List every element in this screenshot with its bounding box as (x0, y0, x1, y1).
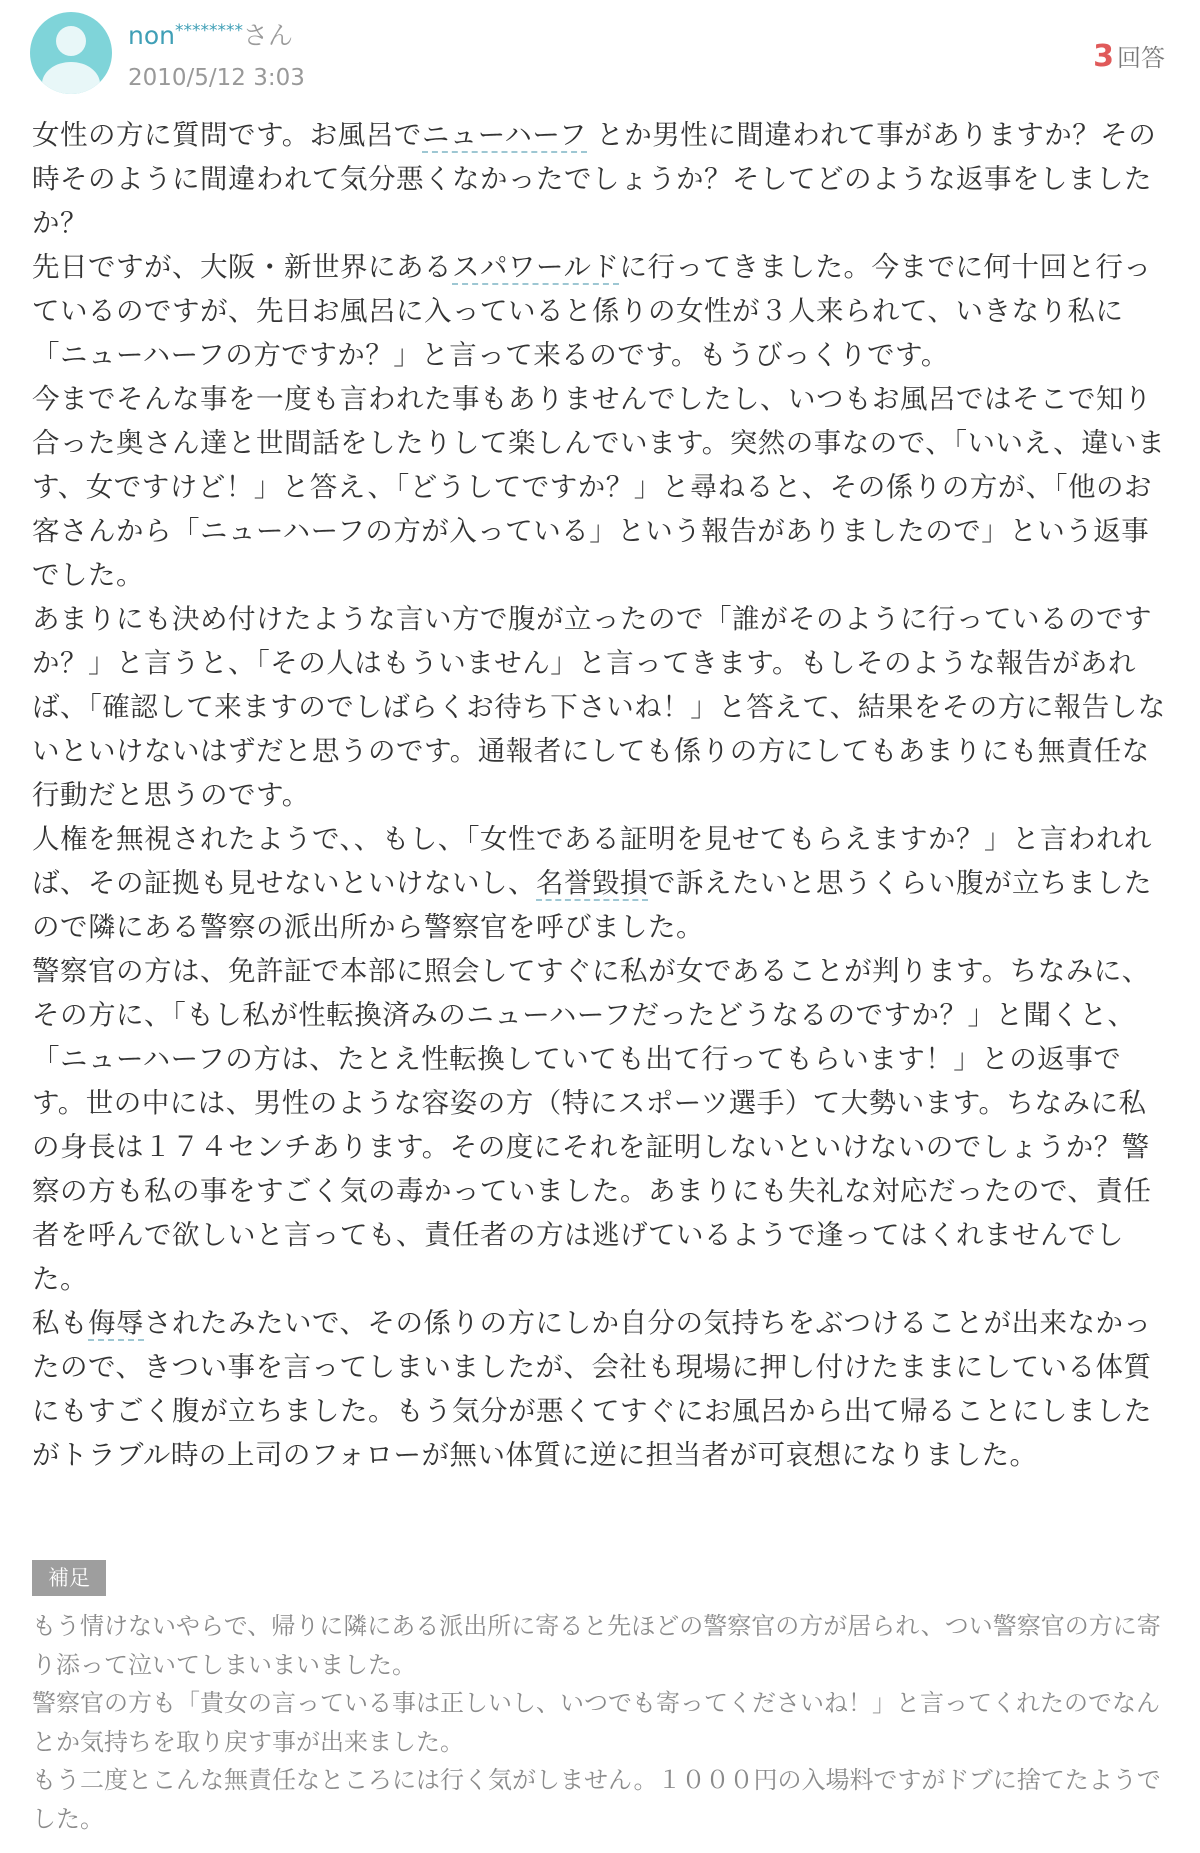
keyword-link-defamation[interactable]: 名誉毀損 (536, 867, 648, 899)
keyword-link-insult[interactable]: 侮辱 (88, 1307, 144, 1339)
body-text: 私も (32, 1307, 88, 1339)
post-date: 2010/5/12 3:03 (128, 65, 305, 91)
body-text: 人権を無視されたようで、、もし、「女性である証明を見せてもらえますか？」と言われれば、その証拠も見せないといけないし、 (32, 823, 1152, 899)
body-paragraph (32, 1301, 1172, 1477)
body-paragraph: 今までそんな事を一度も言われた事もありませんでしたし、いつもお風呂ではそこで知り合った奥さん達と世間話をしたりして楽しんでいます。突然の事なので、「いいえ、違います、女ですけど！」と答え、「どうしてですか？」と尋ねると、その係りの方が、「他のお客さんから「ニューハーフの方が入っている」という報告がありましたので」という返事でした。 (32, 383, 1166, 591)
supplement-paragraph: もう二度とこんな無責任なところには行く気がしません。１０００円の入場料ですがドブに捨てたようでした。 (32, 1766, 1161, 1833)
supplement-body (32, 1607, 1172, 1838)
answer-count[interactable] (1093, 38, 1165, 74)
question-body (32, 113, 1172, 1477)
keyword-link-newhalf[interactable]: ニューハーフ (421, 119, 588, 151)
supplement-paragraph: もう情けないやらで、帰りに隣にある派出所に寄ると先ほどの警察官の方が居られ、つい警察官の方に寄り添って泣いてしまいまいました。 (32, 1612, 1161, 1679)
body-text: 女性の方に質問です。お風呂で (32, 119, 422, 151)
keyword-link-spaworld[interactable]: スパワールド (452, 251, 620, 283)
avatar-head-shape (56, 26, 86, 56)
body-text: とか男性に間違われて事がありますか？その時そのように間違われて気分悪くなかったでしょうか？そしてどのような返事をしましたか？ (32, 119, 1157, 239)
user-name[interactable] (128, 20, 293, 55)
user-name-mask: ******** (175, 21, 243, 41)
body-text: されたみたいで、その係りの方にしか自分の気持ちをぶつけることが出来なかったので、きつい事を言ってしまいましたが、会社も現場に押し付けたままにしている体質にもすごく腹が立ちました。もう気分が悪くてすぐにお風呂から出て帰ることにしましたがトラブル時の上司のフォローが無い体質に逆に担当者が可哀想になりました。 (32, 1307, 1152, 1471)
question-header (0, 0, 1200, 100)
answer-count-number: 3 (1093, 39, 1114, 74)
body-paragraph (32, 245, 1172, 377)
supplement-paragraph: 警察官の方も「貴女の言っている事は正しいし、いつでも寄ってくださいね！」と言ってくれたのでなんとか気持ちを取り戻す事が出来ました。 (32, 1689, 1160, 1756)
avatar-shoulders-shape (42, 62, 100, 94)
answer-count-label: 回答 (1117, 44, 1165, 72)
avatar[interactable] (30, 12, 112, 94)
supplement-badge: 補足 (32, 1560, 106, 1596)
body-paragraph (32, 817, 1172, 949)
body-paragraph (32, 113, 1172, 245)
body-text: で訴えたいと思うくらい腹が立ちましたので隣にある警察の派出所から警察官を呼びました。 (32, 867, 1152, 943)
user-honorific: さん (243, 21, 294, 50)
body-paragraph: あまりにも決め付けたような言い方で腹が立ったので「誰がそのように行っているのですか？」と言うと、「その人はもういません」と言ってきます。もしそのような報告があれば、「確認して来ますのでしばらくお待ち下さいね！」と答えて、結果をその方に報告しないといけないはずだと思うのです。通報者にしても係りの方にしてもあまりにも無責任な行動だと思うのです。 (32, 603, 1166, 811)
body-paragraph: 警察官の方は、免許証で本部に照会してすぐに私が女であることが判ります。ちなみに、その方に、「もし私が性転換済みのニューハーフだったどうなるのですか？」と聞くと、「ニューハーフの方は、たとえ性転換していても出て行ってもらいます！」との返事です。世の中には、男性のような容姿の方（特にスポーツ選手）て大勢います。ちなみに私の身長は１７４センチあります。その度にそれを証明しないといけないのでしょうか？警察の方も私の事をすごく気の毒かっていました。あまりにも失礼な対応だったので、責任者を呼んで欲しいと言っても、責任者の方は逃げているようで逢ってはくれませんでした。 (32, 955, 1152, 1295)
user-name-text: non (128, 21, 175, 50)
body-text: に行ってきました。今までに何十回と行っているのですが、先日お風呂に入っていると係りの女性が３人来られて、いきなり私に「ニューハーフの方ですか？」と言って来るのです。もうびっくりです。 (32, 251, 1152, 371)
body-text: 先日ですが、大阪・新世界にある (32, 251, 452, 283)
